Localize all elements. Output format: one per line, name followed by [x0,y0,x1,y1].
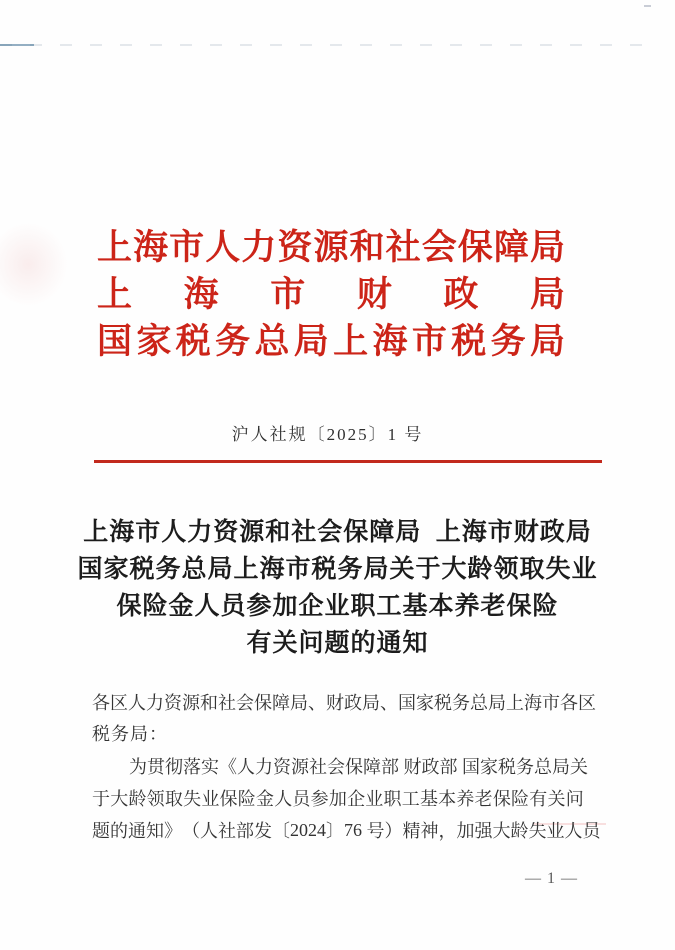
body-text [92,686,601,846]
paragraph-line-2: 于 大 龄 领 取 失 业 保 险 金 人 员 参 加 企 业 职 工 基 本 养 老 保 险 有 关 问 [92,789,584,809]
paragraph-line-3: 题 的 通 知 》 （ 人 社 部 发 〔 2 0 2 4 〕 7 6 号 ） 精 神 ， 加 强 大 龄 失 业 人 员 [92,819,601,841]
scan-artifact-dotted-line [0,44,650,46]
notice-title-line-2: 国家税务总局上海市税务局关于大龄领取失业 [77,556,598,583]
issuer-line-3: 国 家 税 务 总 局 上 海 市 税 务 局 [97,322,565,361]
scan-artifact-smudge [0,222,68,307]
notice-title-line-4: 有关问题的通知 [246,630,429,657]
document-number: 沪人社规〔2025〕1 号 [231,425,424,444]
salutation-line-2: 税务局： [92,724,168,744]
issuer-line-2: 上 海 市 财 政 局 [97,275,565,314]
letterhead [97,224,565,365]
salutation-line-1: 各 区 人 力 资 源 和 社 会 保 障 局 、 财 政 局 、 国 家 税 务 总 局 上 海 市 各 区 [92,693,596,713]
notice-title-line-1: 上海市人力资源和社会保障局 上海市财政局 [83,519,592,546]
notice-title [0,514,675,662]
scan-artifact-dark-segment [0,44,34,46]
notice-title-line-3: 保险金人员参加企业职工基本养老保险 [116,593,559,620]
issuer-line-1: 上 海 市 人 力 资 源 和 社 会 保 障 局 [97,228,565,267]
red-divider-rule [94,460,602,463]
page-number: — 1 — [525,870,578,887]
paragraph-line-1: 为 贯 彻 落 实 《 人 力 资 源 社 会 保 障 部 财 政 部 国 家 税 务 总 局 关 [129,757,588,777]
scan-artifact-dash [644,5,651,7]
